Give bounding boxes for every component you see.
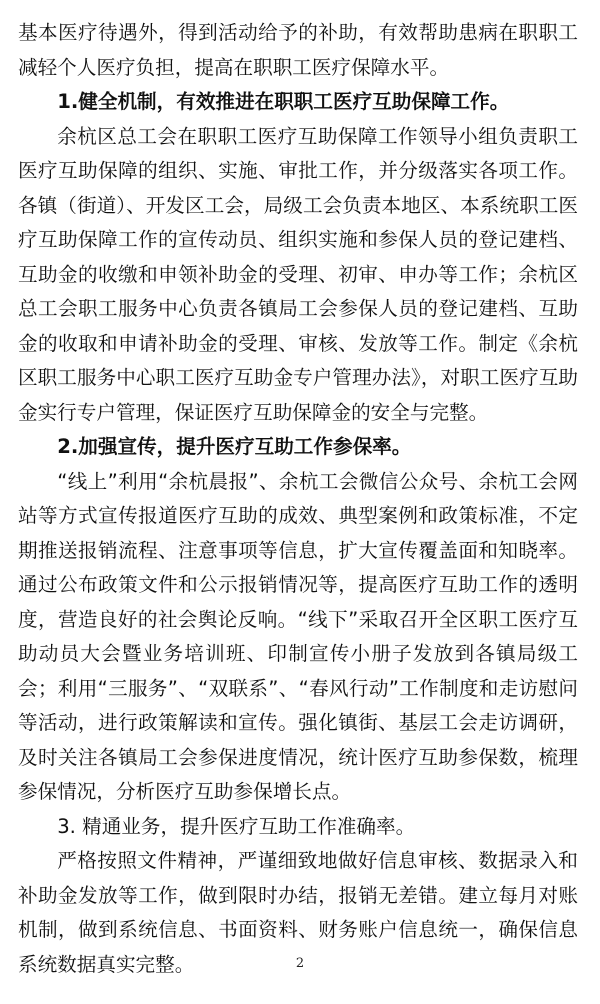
intro-continuation-paragraph: 基本医疗待遇外，得到活动给予的补助，有效帮助患病在职职工减轻个人医疗负担，提高在职职工医疗保障水平。 xyxy=(18,21,578,79)
page-number: 2 xyxy=(295,956,305,971)
section-2-paragraph: “线上”利用“余杭晨报”、余杭工会微信公众号、余杭工会网站等方式宣传报道医疗互助的成效、典型案例和政策标准，不定期推送报销流程、注意事项等信息，扩大宣传覆盖面和知晓率。通过公布政策文件和公示报销情况等，提高医疗互助工作的透明度，营造良好的社会舆论反响。“线下”采取召开全区职工医疗互助动员大会暨业务培训班、印制宣传小册子发放到各镇局级工会；利用“三服务”、“双联系”、“春风行动”工作制度和走访慰问等活动，进行政策解读和宣传。强化镇街、基层工会走访调研，及时关注各镇局工会参保进度情况，统计医疗互助参保数，梳理参保情况，分析医疗互助参保增长点。 xyxy=(18,469,578,803)
section-1-paragraph: 余杭区总工会在职职工医疗互助保障工作领导小组负责职工医疗互助保障的组织、实施、审批工作，并分级落实各项工作。各镇（街道）、开发区工会，局级工会负责本地区、本系统职工医疗互助保障工作的宣传动员、组织实施和参保人员的登记建档、互助金的收缴和申领补助金的受理、初审、申办等工作；余杭区总工会职工服务中心负责各镇局工会参保人员的登记建档、互助金的收取和申请补助金的受理、审核、发放等工作。制定《余杭区职工服务中心职工医疗互助金专户管理办法》，对职工医疗互助金实行专户管理，保证医疗互助保障金的安全与完整。 xyxy=(18,124,578,424)
document-body xyxy=(18,16,578,982)
section-2-heading: 2.加强宣传，提升医疗互助工作参保率。 xyxy=(57,435,412,458)
section-1-heading: 1.健全机制，有效推进在职职工医疗互助保障工作。 xyxy=(57,90,510,113)
section-3-heading: 3. 精通业务，提升医疗互助工作准确率。 xyxy=(57,814,416,838)
section-3-paragraph: 严格按照文件精神，严谨细致地做好信息审核、数据录入和补助金发放等工作，做到限时办结，报销无差错。建立每月对账机制，做到系统信息、书面资料、财务账户信息统一，确保信息系统数据真实完整。 xyxy=(18,849,578,976)
